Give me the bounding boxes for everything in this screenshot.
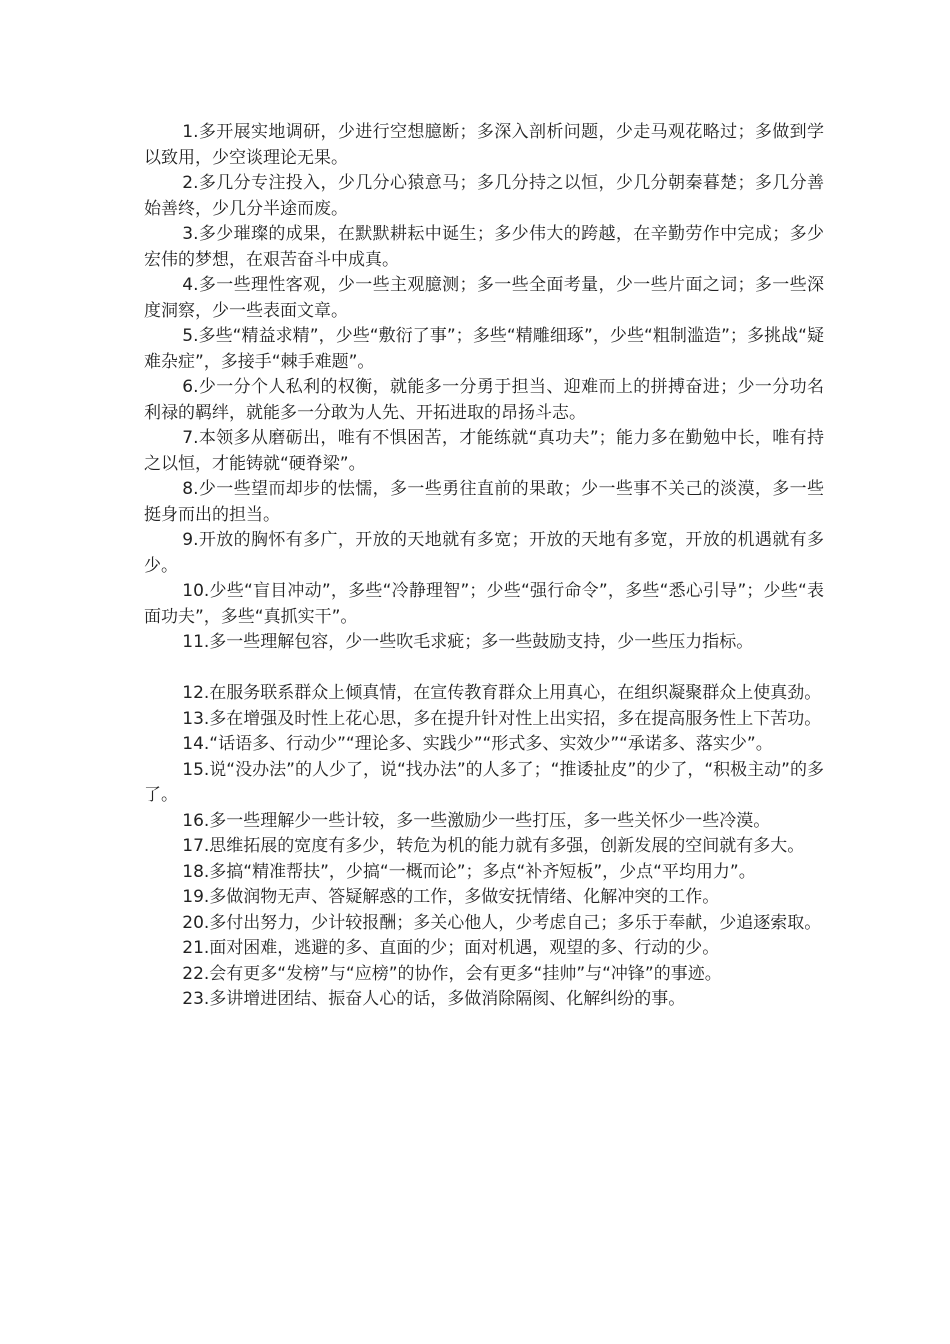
paragraph-17: 17.思维拓展的宽度有多少，转危为机的能力就有多强，创新发展的空间就有多大。 [182,836,805,856]
paragraph-12: 12.在服务联系群众上倾真情，在宣传教育群众上用真心，在组织凝聚群众上使真劲。 [182,683,822,703]
paragraph-16: 16.多一些理解少一些计较，多一些激励少一些打压，多一些关怀少一些冷漠。 [182,810,771,831]
paragraph-8: 8.少一些望而却步的怯懦，多一些勇往直前的果敢；少一些事不关己的淡漠，多一些挺身而出的担当。 [144,479,824,525]
paragraph-3: 3.多少璀璨的成果，在默默耕耘中诞生；多少伟大的跨越，在辛勤劳作中完成；多少宏伟的梦想，在艰苦奋斗中成真。 [144,224,824,270]
paragraph-18: 18.多搞“精准帮扶”，少搞“一概而论”；多点“补齐短板”，少点“平均用力”。 [182,861,756,882]
paragraph-21: 21.面对困难，逃避的多、直面的少；面对机遇，观望的多、行动的少。 [182,938,720,958]
document-body [144,120,824,1013]
paragraph-9: 9.开放的胸怀有多广，开放的天地就有多宽；开放的天地有多宽，开放的机遇就有多少。 [144,530,824,576]
paragraph-2: 2.多几分专注投入，少几分心猿意马；多几分持之以恒，少几分朝秦暮楚；多几分善始善终，少几分半途而废。 [144,173,824,219]
paragraph-19: 19.多做润物无声、答疑解惑的工作，多做安抚情绪、化解冲突的工作。 [182,887,720,907]
paragraph-15: 15.说“没办法”的人少了，说“找办法”的人多了；“推诿扯皮”的少了，“积极主动”的多了。 [144,759,824,805]
paragraph-4: 4.多一些理性客观，少一些主观臆测；多一些全面考量，少一些片面之词；多一些深度洞察，少一些表面文章。 [144,275,824,321]
paragraph-1: 1.多开展实地调研，少进行空想臆断；多深入剖析问题，少走马观花略过；多做到学以致用，少空谈理论无果。 [144,122,824,168]
paragraph-14: 14.“话语多、行动少”“理论多、实践少”“形式多、实效少”“承诺多、落实少”。 [182,734,773,754]
paragraph-20: 20.多付出努力，少计较报酬；多关心他人，少考虑自己；多乐于奉献，少追逐索取。 [182,912,822,933]
paragraph-5: 5.多些“精益求精”，少些“敷衍了事”；多些“精雕细琢”，少些“粗制滥造”；多挑战“疑难杂症”，多接手“棘手难题”。 [144,326,824,372]
paragraph-7: 7.本领多从磨砺出，唯有不惧困苦，才能练就“真功夫”；能力多在勤勉中长，唯有持之以恒，才能铸就“硬脊梁”。 [144,428,824,474]
paragraph-10: 10.少些“盲目冲动”，多些“冷静理智”；少些“强行命令”，多些“悉心引导”；少些“表面功夫”，多些“真抓实干”。 [144,581,824,627]
paragraph-13: 13.多在增强及时性上花心思，多在提升针对性上出实招，多在提高服务性上下苦功。 [182,708,822,729]
paragraph-22: 22.会有更多“发榜”与“应榜”的协作，会有更多“挂帅”与“冲锋”的事迹。 [182,963,722,984]
paragraph-23: 23.多讲增进团结、振奋人心的话，多做消除隔阂、化解纠纷的事。 [182,989,686,1009]
paragraph-11: 11.多一些理解包容，少一些吹毛求疵；多一些鼓励支持，少一些压力指标。 [182,632,754,652]
paragraph-6: 6.少一分个人私利的权衡，就能多一分勇于担当、迎难而上的拼搏奋进；少一分功名利禄的羁绊，就能多一分敢为人先、开拓进取的昂扬斗志。 [144,377,824,423]
